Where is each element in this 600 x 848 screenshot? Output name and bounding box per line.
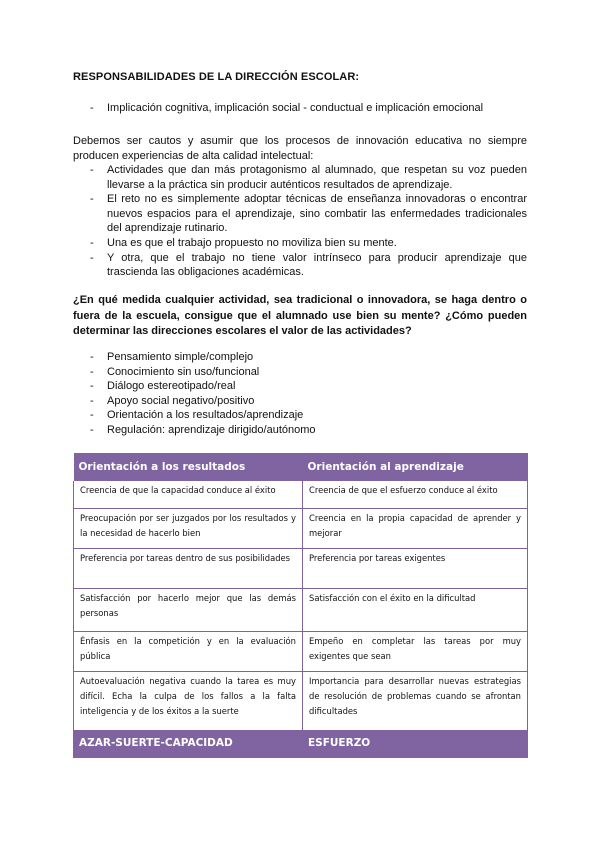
table-cell: Creencia en la propia capacidad de aprender y mejorar — [303, 508, 528, 548]
list-item: - Y otra, que el trabajo no tiene valor intrínseco para producir aprendizaje que trascienda las obligaciones académicas. — [73, 251, 527, 280]
table-cell: Énfasis en la competición y en la evaluación pública — [74, 631, 303, 671]
engagement-list — [73, 101, 533, 116]
list-item: - Regulación: aprendizaje dirigido/autónomo — [73, 423, 527, 438]
list-item: - Diálogo estereotipado/real — [73, 379, 527, 394]
table-cell: Preocupación por ser juzgados por los resultados y la necesidad de hacerlo bien — [74, 508, 303, 548]
header-learning: Orientación al aprendizaje — [303, 453, 528, 481]
table-cell: Autoevaluación negativa cuando la tarea es muy difícil. Echa la culpa de los fallos a la falta inteligencia y de los éxitos a la suerte — [74, 671, 303, 730]
list-item: - Conocimiento sin uso/funcional — [73, 365, 527, 380]
table-row — [74, 631, 528, 671]
table-row — [74, 481, 528, 508]
table-cell: Satisfacción con el éxito en la dificultad — [303, 588, 528, 631]
list-item: - Apoyo social negativo/positivo — [73, 394, 527, 409]
criteria-list — [73, 350, 527, 438]
table-cell: Importancia para desarrollar nuevas estrategias de resolución de problemas cuando se afrontan dificultades — [303, 671, 528, 730]
table-row — [74, 508, 528, 548]
caution-list — [73, 163, 527, 280]
table-header-row — [74, 453, 528, 481]
table-cell: Creencia de que el esfuerzo conduce al éxito — [303, 481, 528, 508]
intro-paragraph: Debemos ser cautos y asumir que los procesos de innovación educativa no siempre producen experiencias de alta calidad intelectual: — [73, 135, 527, 162]
table-cell: Preferencia por tareas exigentes — [303, 548, 528, 588]
table-footer-row — [74, 730, 528, 757]
list-item: - Implicación cognitiva, implicación social - conductual e implicación emocional — [73, 101, 533, 116]
question-paragraph: ¿En qué medida cualquier actividad, sea tradicional o innovadora, se haga dentro o fuera de la escuela, consigue que el alumnado use bien su mente? ¿Cómo pueden determinar las direcciones escolares el valor de las actividades? — [73, 294, 527, 337]
table-row — [74, 671, 528, 730]
list-item: - Pensamiento simple/complejo — [73, 350, 527, 365]
section-heading: RESPONSABILIDADES DE LA DIRECCIÓN ESCOLAR: — [73, 71, 360, 83]
list-item: - Orientación a los resultados/aprendizaje — [73, 408, 527, 423]
table-row — [74, 548, 528, 588]
footer-chance: AZAR-SUERTE-CAPACIDAD — [74, 730, 303, 757]
table-cell: Preferencia por tareas dentro de sus posibilidades — [74, 548, 303, 588]
footer-effort: ESFUERZO — [303, 730, 528, 757]
table-cell: Empeño en completar las tareas por muy exigentes que sean — [303, 631, 528, 671]
table-row — [74, 588, 528, 631]
list-item: - El reto no es simplemente adoptar técnicas de enseñanza innovadoras o encontrar nuevos espacios para el aprendizaje, sino combatir las enfermedades tradicionales del aprendizaje rutinario. — [73, 192, 527, 236]
header-results: Orientación a los resultados — [74, 453, 303, 481]
list-item: - Actividades que dan más protagonismo al alumnado, que respetan su voz pueden llevarse a la práctica sin producir auténticos resultados de aprendizaje. — [73, 163, 527, 192]
table-cell: Creencia de que la capacidad conduce al éxito — [74, 481, 303, 508]
table-cell: Satisfacción por hacerlo mejor que las demás personas — [74, 588, 303, 631]
list-item: - Una es que el trabajo propuesto no moviliza bien su mente. — [73, 236, 527, 251]
orientation-table — [73, 453, 528, 758]
